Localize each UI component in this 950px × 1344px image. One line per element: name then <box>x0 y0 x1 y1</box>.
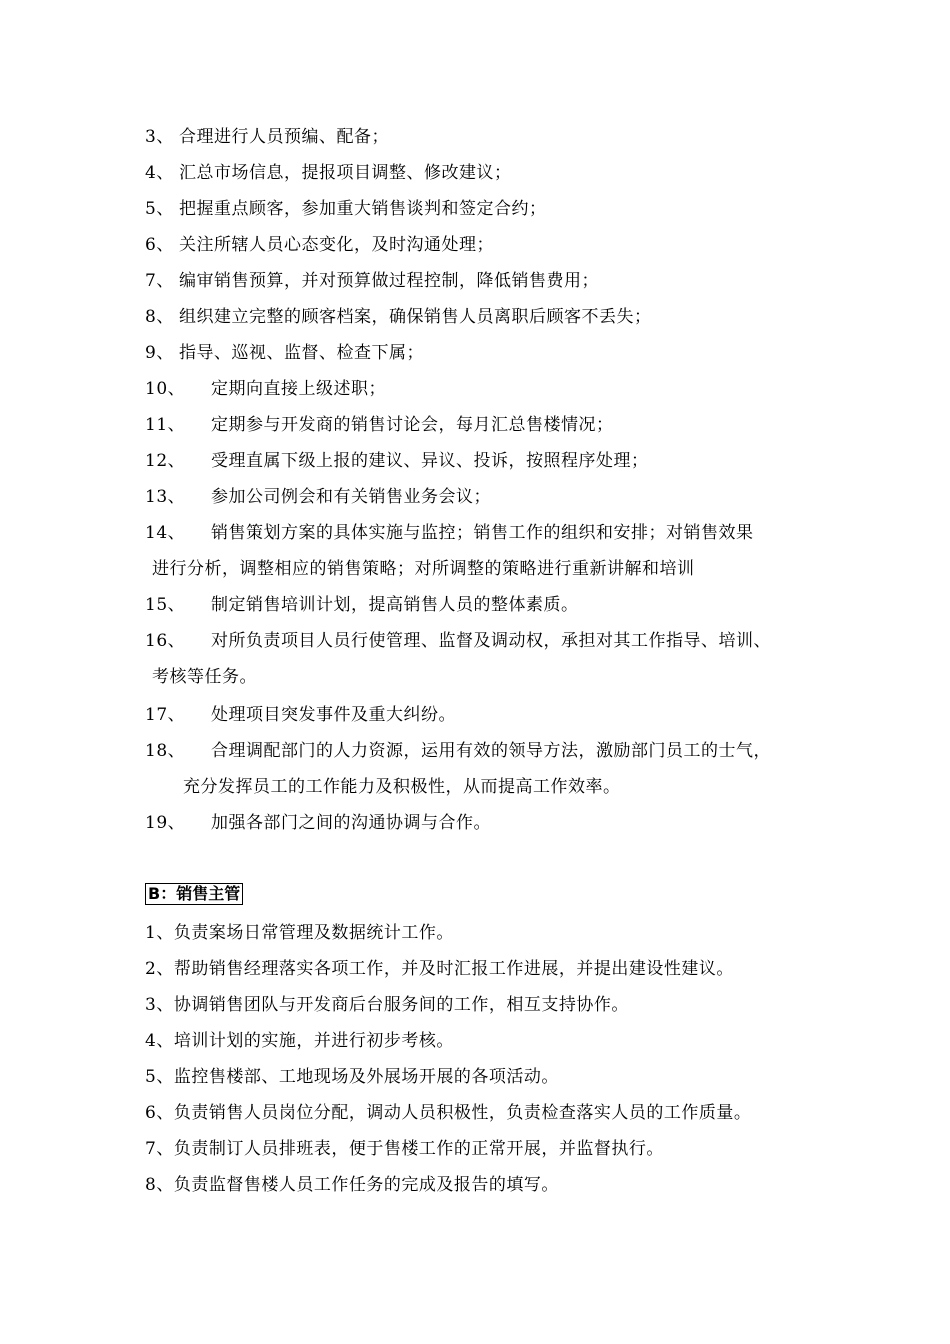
item-number: 9、 <box>145 343 174 363</box>
list-item <box>145 270 599 292</box>
item-text: 关注所辖人员心态变化，及时沟通处理； <box>179 235 494 255</box>
item-number: 5、 <box>145 199 174 219</box>
item-text: 合理进行人员预编、配备； <box>179 127 389 147</box>
list-item <box>145 162 512 184</box>
item-text: 处理项目突发事件及重大纠纷。 <box>211 705 456 725</box>
item-number: 14、 <box>145 523 186 543</box>
item-number: 12、 <box>145 451 186 471</box>
item-text: 指导、巡视、监督、检查下属； <box>179 343 424 363</box>
item-text: 把握重点顾客，参加重大销售谈判和签定合约； <box>179 199 547 219</box>
list-item-continuation: 充分发挥员工的工作能力及积极性，从而提高工作效率。 <box>183 777 621 797</box>
item-number: 17、 <box>145 705 186 725</box>
item-text: 合理调配部门的人力资源，运用有效的领导方法，激励部门员工的士气， <box>211 741 771 761</box>
item-text: 汇总市场信息，提报项目调整、修改建议； <box>179 163 512 183</box>
list-item <box>145 740 771 762</box>
list-item: 3、协调销售团队与开发商后台服务间的工作，相互支持协作。 <box>145 995 629 1015</box>
item-text: 参加公司例会和有关销售业务会议； <box>211 487 491 507</box>
list-item-continuation: 考核等任务。 <box>152 667 257 687</box>
list-item <box>145 704 456 726</box>
list-item <box>145 198 547 220</box>
list-item <box>145 630 771 652</box>
list-item <box>145 522 754 544</box>
item-number: 15、 <box>145 595 186 615</box>
list-item: 2、帮助销售经理落实各项工作，并及时汇报工作进展，并提出建设性建议。 <box>145 959 734 979</box>
item-text: 销售策划方案的具体实施与监控；销售工作的组织和安排；对销售效果 <box>211 523 754 543</box>
section-heading: B：销售主管 <box>145 883 243 905</box>
list-item: 1、负责案场日常管理及数据统计工作。 <box>145 923 454 943</box>
item-text: 定期参与开发商的销售讨论会，每月汇总售楼情况； <box>211 415 614 435</box>
list-item-continuation: 进行分析，调整相应的销售策略；对所调整的策略进行重新讲解和培训 <box>152 559 695 579</box>
list-item: 7、负责制订人员排班表，便于售楼工作的正常开展，并监督执行。 <box>145 1139 664 1159</box>
item-number: 11、 <box>145 415 186 435</box>
item-number: 3、 <box>145 127 174 147</box>
item-number: 6、 <box>145 235 174 255</box>
list-item <box>145 594 579 616</box>
item-text: 对所负责项目人员行使管理、监督及调动权，承担对其工作指导、培训、 <box>211 631 771 651</box>
list-item <box>145 306 652 328</box>
item-number: 7、 <box>145 271 174 291</box>
item-text: 加强各部门之间的沟通协调与合作。 <box>211 813 491 833</box>
item-text: 编审销售预算，并对预算做过程控制，降低销售费用； <box>179 271 599 291</box>
list-item <box>145 126 389 148</box>
list-item: 4、培训计划的实施，并进行初步考核。 <box>145 1031 454 1051</box>
item-number: 16、 <box>145 631 186 651</box>
list-item <box>145 450 649 472</box>
item-number: 10、 <box>145 379 186 399</box>
item-number: 13、 <box>145 487 186 507</box>
item-text: 受理直属下级上报的建议、异议、投诉，按照程序处理； <box>211 451 649 471</box>
list-item <box>145 234 494 256</box>
list-item <box>145 812 491 834</box>
list-item: 6、负责销售人员岗位分配，调动人员积极性，负责检查落实人员的工作质量。 <box>145 1103 752 1123</box>
item-number: 4、 <box>145 163 174 183</box>
list-item: 8、负责监督售楼人员工作任务的完成及报告的填写。 <box>145 1175 559 1195</box>
list-item <box>145 414 614 436</box>
item-text: 制定销售培训计划，提高销售人员的整体素质。 <box>211 595 579 615</box>
item-number: 8、 <box>145 307 174 327</box>
list-item <box>145 342 424 364</box>
item-number: 19、 <box>145 813 186 833</box>
list-item <box>145 378 386 400</box>
item-text: 定期向直接上级述职； <box>211 379 386 399</box>
list-item: 5、监控售楼部、工地现场及外展场开展的各项活动。 <box>145 1067 559 1087</box>
item-number: 18、 <box>145 741 186 761</box>
list-item <box>145 486 491 508</box>
item-text: 组织建立完整的顾客档案，确保销售人员离职后顾客不丢失； <box>179 307 652 327</box>
